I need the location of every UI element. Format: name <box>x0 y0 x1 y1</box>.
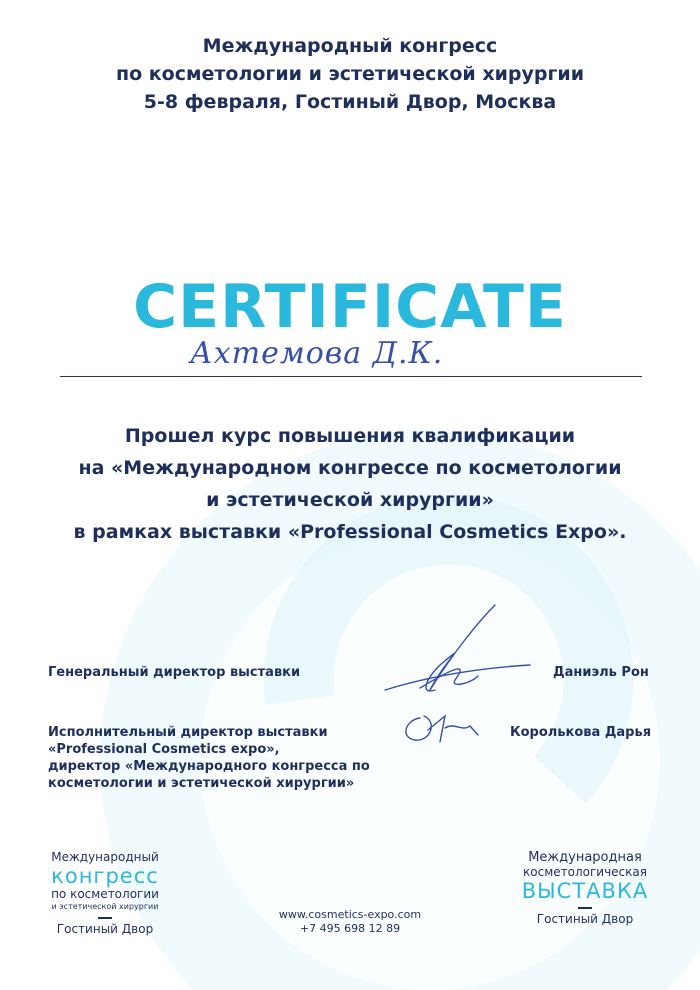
signatory-2-title-line-3: директор «Международного конгресса по <box>48 759 370 774</box>
header-line-3: 5-8 февраля, Гостиный Двор, Москва <box>143 91 557 113</box>
header-line-2: по косметологии и эстетической хирургии <box>115 63 585 85</box>
congress-logo <box>40 850 170 936</box>
certificate-title: CERTIFICATE <box>133 272 567 342</box>
exhibition-logo-line-2: косметологическая <box>523 865 647 879</box>
header-line-1: Международный конгресс <box>202 35 498 57</box>
exhibition-logo <box>505 850 665 926</box>
exhibition-logo-divider <box>578 907 592 909</box>
statement-line-4: в рамках выставки «Professional Cosmetics Expo». <box>73 521 627 543</box>
signatory-1-title <box>48 664 300 681</box>
statement-line-2: на «Международном конгрессе по косметологии <box>78 457 622 479</box>
signatory-1-title-line-1: Генеральный директор выставки <box>48 665 301 680</box>
signature-executive-director <box>406 716 478 742</box>
statement-line-1: Прошел курс повышения квалификации <box>124 425 576 447</box>
signatory-2-title-line-2: «Professional Cosmetics expo», <box>48 742 280 757</box>
signatory-2-name: Королькова Дарья <box>510 725 652 740</box>
statement-line-3: и эстетической хирургии» <box>206 489 494 511</box>
signatory-1-name: Даниэль Рон <box>553 665 649 680</box>
congress-logo-line-1: Международный <box>51 850 159 864</box>
congress-logo-line-2: по косметологии <box>51 887 159 901</box>
exhibition-logo-line-1: Международная <box>528 850 642 865</box>
signature-director-general <box>385 605 530 691</box>
exhibition-logo-big: ВЫСТАВКА <box>521 879 649 903</box>
congress-logo-venue: Гостиный Двор <box>56 922 154 936</box>
congress-logo-divider <box>98 917 112 919</box>
recipient-name-handwritten: Ахтемова Д.К. <box>190 336 444 371</box>
signatory-2-title-line-4: косметологии и эстетической хирургии» <box>48 776 355 791</box>
phone-text: +7 495 698 12 89 <box>299 922 401 935</box>
exhibition-logo-venue: Гостиный Двор <box>536 912 634 926</box>
website-text: www.cosmetics-expo.com <box>278 908 422 921</box>
signatory-2-title-line-1: Исполнительный директор выставки <box>48 725 328 740</box>
congress-logo-line-3: и эстетической хирургии <box>51 902 159 911</box>
signatory-2-title <box>48 724 370 792</box>
congress-logo-big: конгресс <box>51 864 159 888</box>
contacts <box>250 908 450 936</box>
